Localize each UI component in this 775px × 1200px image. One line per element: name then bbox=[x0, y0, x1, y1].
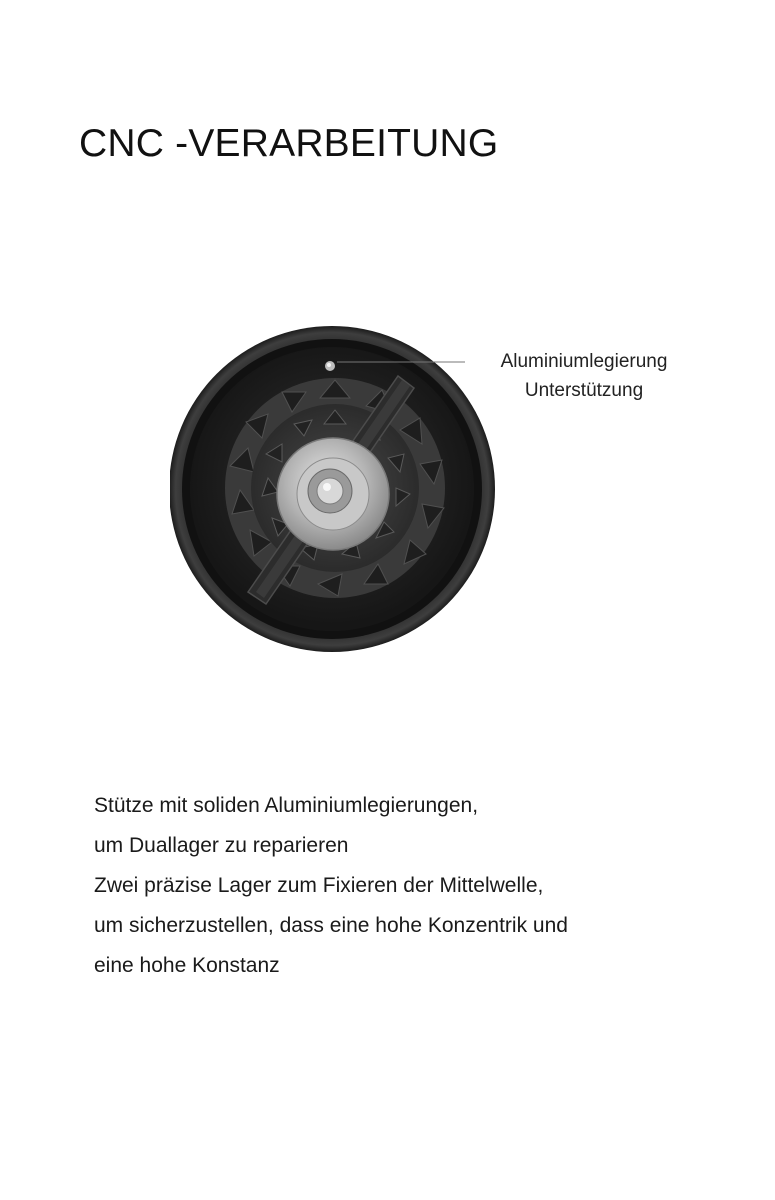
description-line: Zwei präzise Lager zum Fixieren der Mittelwelle, bbox=[94, 874, 544, 897]
description-line: um Duallager zu reparieren bbox=[94, 834, 349, 857]
callout-label-line: Unterstützung bbox=[524, 380, 644, 401]
description-text bbox=[94, 786, 734, 986]
description-line: um sicherzustellen, dass eine hohe Konzentrik und bbox=[94, 914, 568, 937]
callout-label-line: Aluminiumlegierung bbox=[500, 351, 668, 372]
description-line: Stütze mit soliden Aluminiumlegierungen, bbox=[94, 794, 479, 817]
page-title: CNC -VERARBEITUNG bbox=[79, 122, 499, 165]
bearing-hub bbox=[277, 438, 389, 550]
callout-leader-line bbox=[337, 358, 465, 366]
rim-screw-dot bbox=[325, 361, 335, 371]
callout-label bbox=[474, 347, 694, 405]
description-line: eine hohe Konstanz bbox=[94, 954, 280, 977]
grinder-product-image bbox=[170, 318, 506, 660]
